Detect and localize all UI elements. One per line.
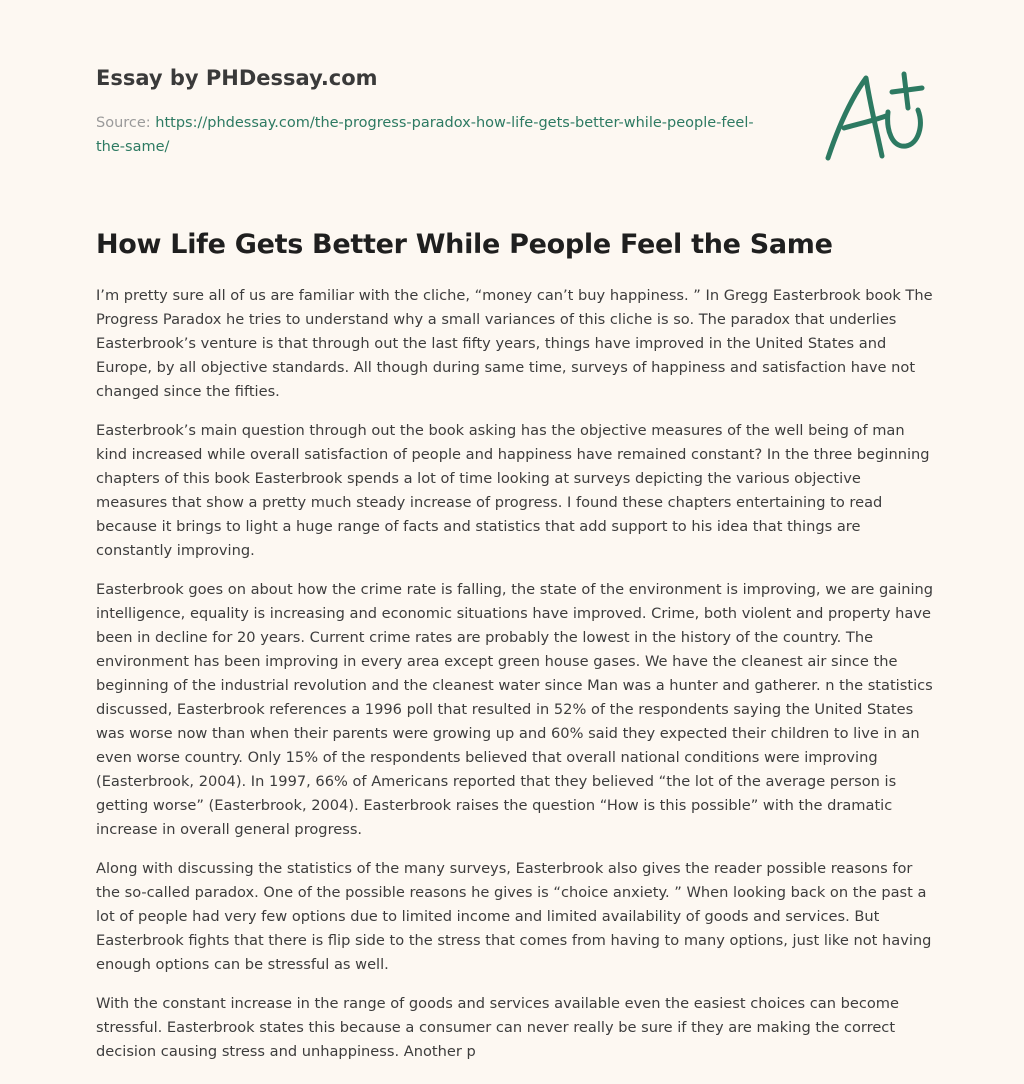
essay-paragraph: I’m pretty sure all of us are familiar with the cliche, “money can’t buy happiness. ” In Gregg Easterbrook book The Progress Paradox he tries to understand why a small variances of this cliche is so. The paradox that underlies Easterbrook’s venture is that through out the last fifty years, things have improved in the United States and Europe, by all objective standards. All though during same time, surveys of happiness and satisfaction have not changed since the fifties. [96, 287, 933, 400]
source-link[interactable]: https://phdessay.com/the-progress-paradox-how-life-gets-better-while-people-feel-the-same/ [96, 115, 754, 155]
essay-paragraph: Easterbrook goes on about how the crime rate is falling, the state of the environment is improving, we are gaining intelligence, equality is increasing and economic situations have improved. Crime, both violent and property have been in decline for 20 years. Current crime rates are probably the lowest in the history of the country. The environment has been improving in every area except green house gases. We have the cleanest air since the beginning of the industrial revolution and the cleanest water since Man was a hunter and gatherer. n the statistics discussed, Easterbrook references a 1996 poll that resulted in 52% of the respondents saying the United States was worse now than when their parents were growing up and 60% said they expected their children to live in an even worse country. Only 15% of the respondents believed that overall national conditions were improving (Easterbrook, 2004). In 1997, 66% of Americans reported that they believed “the lot of the average person is getting worse” (Easterbrook, 2004). Easterbrook raises the question “How is this possible” with the dramatic increase in overall general progress. [96, 581, 934, 838]
a-plus-grade-icon [820, 66, 930, 166]
essay-body [96, 284, 936, 1079]
essay-paragraph: Easterbrook’s main question through out the book asking has the objective measures of the well being of man kind increased while overall satisfaction of people and happiness have remained constant? In the three beginning chapters of this book Easterbrook spends a lot of time looking at surveys depicting the various objective measures that show a pretty much steady increase of progress. I found these chapters entertaining to read because it brings to light a huge range of facts and statistics that add support to his idea that things are constantly improving. [96, 422, 930, 559]
essay-paragraph: With the constant increase in the range of goods and services available even the easiest choices can become stressful. Easterbrook states this because a consumer can never really be sure if they are making the correct decision causing stress and unhappiness. Another p [96, 995, 899, 1060]
site-brand: Essay by PHDessay.com [96, 66, 378, 90]
essay-title: How Life Gets Better While People Feel the Same [96, 229, 833, 260]
essay-paragraph: Along with discussing the statistics of the many surveys, Easterbrook also gives the reader possible reasons for the so-called paradox. One of the possible reasons he gives is “choice anxiety. ” When looking back on the past a lot of people had very few options due to limited income and limited availability of goods and services. But Easterbrook fights that there is flip side to the stress that comes from having to many options, just like not having enough options can be stressful as well. [96, 860, 932, 973]
source-label: Source: [96, 115, 151, 131]
source-line [96, 111, 776, 159]
